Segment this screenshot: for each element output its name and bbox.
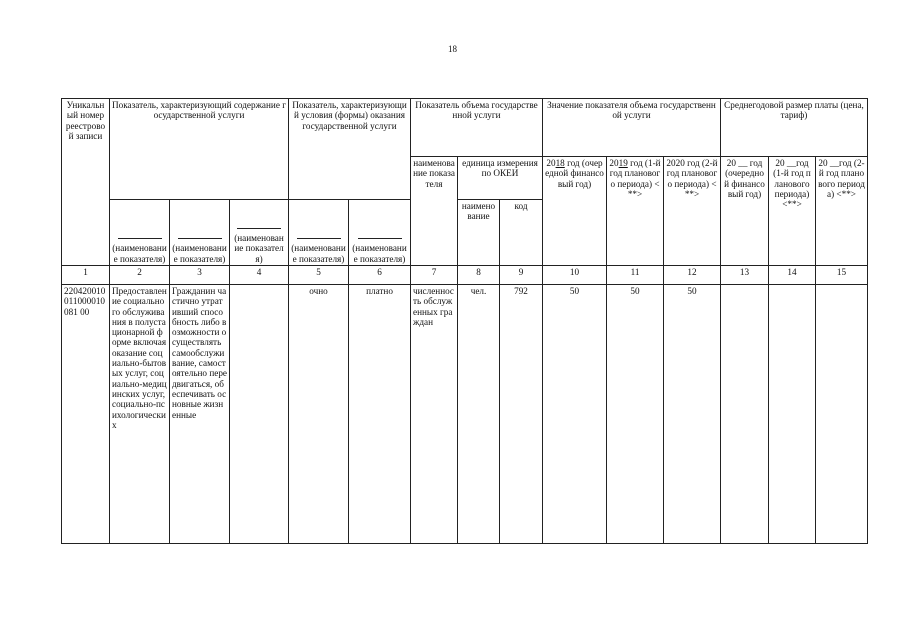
header-volume-indicator: Показатель объема государственной услуги [411,99,543,157]
value-2020: 50 [664,285,721,544]
col-number: 15 [816,266,868,285]
value-2018: 50 [543,285,607,544]
header-indicator-name: наименование показателя [411,157,458,266]
header-service-conditions: Показатель, характеризующий условия (формы) оказания государственной услуги [289,99,411,200]
col-number: 11 [607,266,664,285]
condition-indicator-2: платно [349,285,411,544]
header-fee-plan-1: 20 __год (1-й год планового периода) <**> [769,157,816,266]
condition-indicator-1: очно [289,285,349,544]
header-year-2020: 2020 год (2-й год планового периода) <**> [664,157,721,266]
header-fee-plan-2: 20 __год (2-й год планового периода) <**> [816,157,868,266]
col-number: 13 [721,266,769,285]
value-2019: 50 [607,285,664,544]
header-unit-name: наименование [458,200,500,266]
header-unique-number: Уникальный номер реестровой записи [62,99,110,266]
fee-plan-1 [769,285,816,544]
col-number: 6 [349,266,411,285]
col-number: 10 [543,266,607,285]
header-service-content: Показатель, характеризующий содержание государственной услуги [110,99,289,200]
registry-number: 220420010011000010081 00 [62,285,110,544]
param-name-1: (наименование показателя) [110,200,170,266]
page-number: 18 [448,44,457,54]
service-volume-table [61,98,868,544]
header-fee-next-year: 20 __ год (очередной финансовый год) [721,157,769,266]
col-number: 12 [664,266,721,285]
content-indicator-1: Предоставление социального обслуживания в полустационарной форме включая оказание социально-бытовых услуг, социально-медицинских услуг, социально-психологических [110,285,170,544]
indicator-name: численность обслуженных граждан [411,285,458,544]
fee-next-year [721,285,769,544]
header-year-2018: 2018 год (очередной финансовый год) [543,157,607,266]
header-unit-okei: единица измерения по ОКЕИ [458,157,543,200]
unit-code: 792 [500,285,543,544]
header-volume-value: Значение показателя объема государственной услуги [543,99,721,157]
col-number: 3 [170,266,230,285]
col-number: 1 [62,266,110,285]
header-avg-fee: Среднегодовой размер платы (цена, тариф) [721,99,868,157]
param-name-2: (наименование показателя) [170,200,230,266]
col-number: 9 [500,266,543,285]
col-number: 8 [458,266,500,285]
col-number: 7 [411,266,458,285]
fee-plan-2 [816,285,868,544]
col-number: 4 [230,266,289,285]
param-name-3: (наименование показателя) [230,200,289,266]
content-indicator-2: Гражданин частично утративший способность либо возможности осуществлять самообслуживание, самостоятельно передвигаться, обеспечивать основные жизненные [170,285,230,544]
col-number: 2 [110,266,170,285]
header-unit-code: код [500,200,543,266]
param-name-5: (наименование показателя) [349,200,411,266]
col-number: 14 [769,266,816,285]
header-year-2019: 2019 год (1-й год планового периода) <**> [607,157,664,266]
content-indicator-3 [230,285,289,544]
unit-name: чел. [458,285,500,544]
col-number: 5 [289,266,349,285]
param-name-4: (наименование показателя) [289,200,349,266]
